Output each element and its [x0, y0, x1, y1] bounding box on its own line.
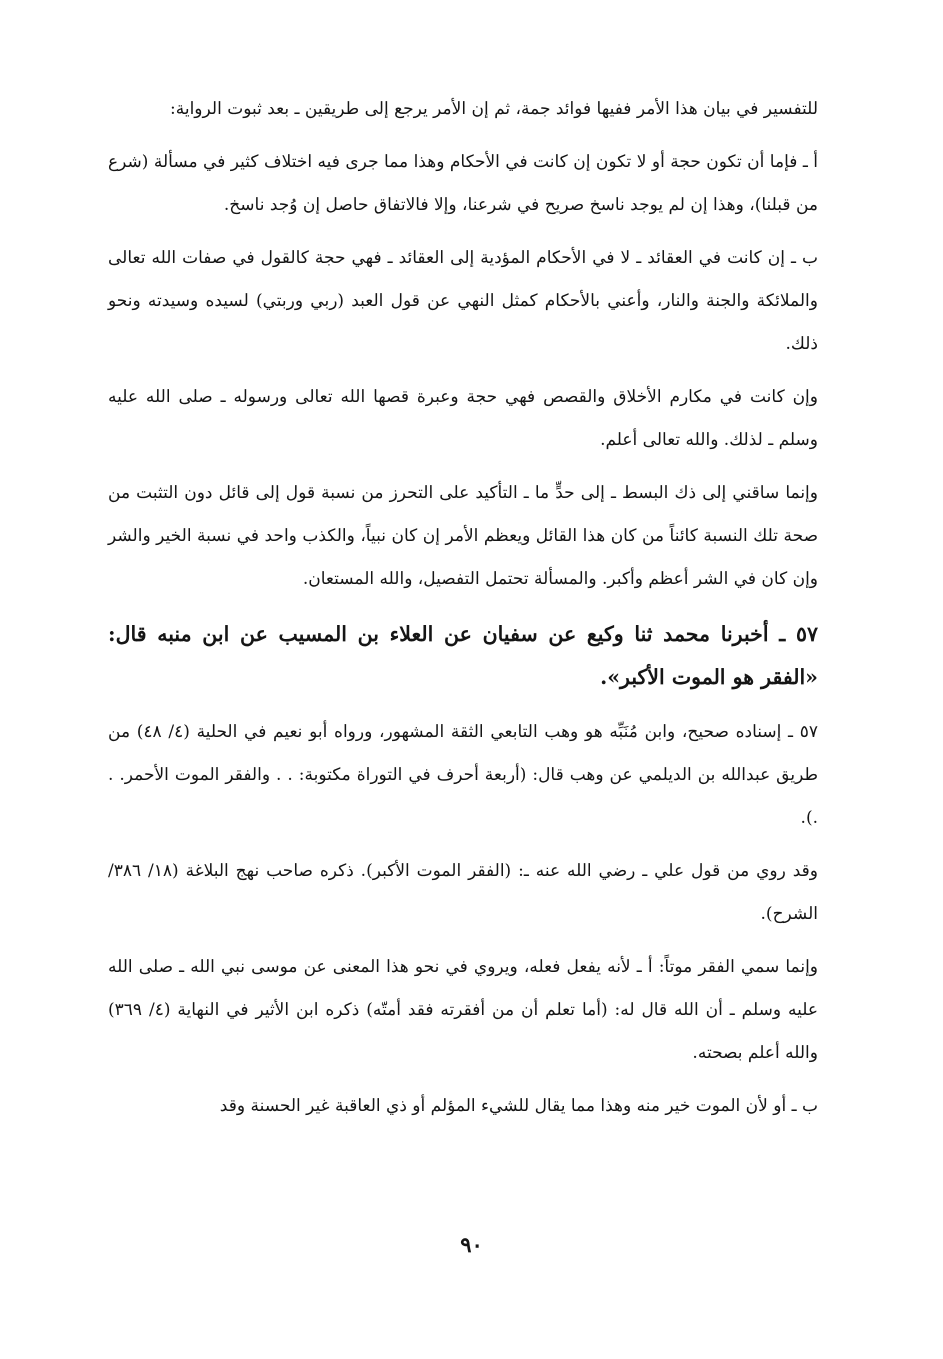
- paragraph-point-a: أ ـ فإما أن تكون حجة أو لا تكون إن كانت في الأحكام وهذا مما جرى فيه اختلاف كثير في مسألة (شرع من قبلنا)، وهذا إن لم يوجد ناسخ صريح في شرعنا، وإلا فالاتفاق حاصل إن وُجد ناسخ.: [108, 152, 818, 215]
- page-number: ٩٠: [460, 1232, 483, 1257]
- note-poverty-death: وإنما سمي الفقر موتاً: أ ـ لأنه يفعل فعله، ويروي في نحو هذا المعنى عن موسى نبي الله ـ صلى الله عليه وسلم ـ أن الله قال له: (أما تعلم أن من أفقرته فقد أمتّه) ذكره ابن الأثير في النهاية (٤/ ٣٦٩) والله أعلم بصحته.: [108, 957, 818, 1063]
- paragraph-ethics-stories: وإن كانت في مكارم الأخلاق والقصص فهي حجة وعبرة قصها الله تعالى ورسوله ـ صلى الله عليه وسلم ـ لذلك. والله تعالى أعلم.: [108, 387, 818, 450]
- note-ali: وقد روي من قول علي ـ رضي الله عنه ـ: (الفقر الموت الأكبر). ذكره صاحب نهج البلاغة (١٨/ ٣٨٦/ الشرح).: [108, 861, 818, 924]
- page-body: [108, 88, 818, 1138]
- note-isnad: ٥٧ ـ إسناده صحيح، وابن مُنَبِّه هو وهب التابعي الثقة المشهور، ورواه أبو نعيم في الحلية (٤/ ٤٨) من طريق عبدالله بن الديلمي عن وهب قال: (أربعة أحرف في التوراة مكتوبة: . . والفقر الموت الأحمر. . .).: [108, 722, 819, 828]
- note-point-b: ب ـ أو لأن الموت خير منه وهذا مما يقال للشيء المؤلم أو ذي العاقبة غير الحسنة وقد: [219, 1096, 818, 1116]
- hadith-text: ٥٧ ـ أخبرنا محمد ثنا وكيع عن سفيان عن العلاء بن المسيب عن ابن منبه قال: «الفقر هو الموت الأكبر».: [108, 622, 818, 689]
- paragraph-point-b: ب ـ إن كانت في العقائد ـ لا في الأحكام المؤدية إلى العقائد ـ فهي حجة كالقول في صفات الله تعالى والملائكة والجنة والنار، وأعني بالأحكام كمثل النهي عن قول العبد (ربي وربتي) لسيده وسيدته ونحو ذلك.: [108, 248, 818, 354]
- paragraph-reason: وإنما ساقني إلى ذك البسط ـ إلى حدٍّ ما ـ التأكيد على التحرز من نسبة قول إلى قائل دون التثبت من صحة تلك النسبة كائناً من كان هذا القائل ويعظم الأمر إن كان نبياً، والكذب واحد في نسبة الخير والشر وإن كان في الشر أعظم وأكبر. والمسألة تحتمل التفصيل، والله المستعان.: [108, 483, 818, 589]
- paragraph-intro: للتفسير في بيان هذا الأمر ففيها فوائد جمة، ثم إن الأمر يرجع إلى طريقين ـ بعد ثبوت الرواية:: [170, 99, 818, 119]
